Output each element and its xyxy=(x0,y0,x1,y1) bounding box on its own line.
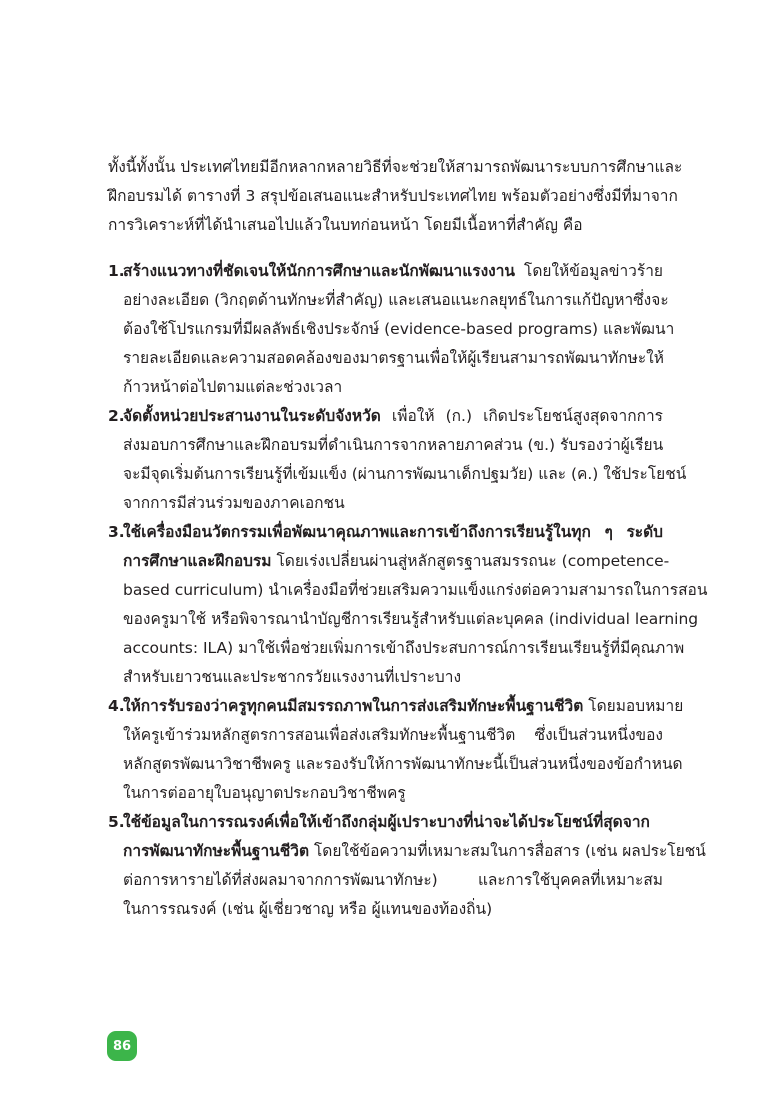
item-body-text: ในการรณรงค์ (เช่น ผู้เชี่ยวชาญ หรือ ผู้แทนของท้องถิ่น) xyxy=(123,900,493,918)
item-body-text: ก้าวหน้าต่อไปตามแต่ละช่วงเวลา xyxy=(123,378,343,396)
item-heading-text: ใช้ข้อมูลในการรณรงค์เพื่อให้เข้าถึงกลุ่มผู้เปราะบางที่น่าจะได้ประโยชน์ที่สุดจาก xyxy=(123,813,650,831)
item-line xyxy=(123,402,663,431)
item-line xyxy=(123,634,685,663)
item-line xyxy=(123,692,684,721)
list-item xyxy=(108,692,684,808)
item-body-text: จากการมีส่วนร่วมของภาคเอกชน xyxy=(123,494,345,512)
item-line xyxy=(123,721,663,750)
item-number: 3. xyxy=(108,523,125,541)
list-item xyxy=(108,808,706,924)
page-number-badge xyxy=(107,1031,137,1061)
page-number: 86 xyxy=(112,1038,132,1054)
item-line xyxy=(123,286,669,315)
item-number: 4. xyxy=(108,697,125,715)
item-body-text: อย่างละเอียด (วิกฤตด้านทักษะที่สำคัญ) และเสนอแนะกลยุทธ์ในการแก้ปัญหาซึ่งจะ xyxy=(123,291,669,309)
item-line xyxy=(123,315,675,344)
item-heading-text: ใช้เครื่องมือนวัตกรรมเพื่อพัฒนาคุณภาพและการเข้าถึงการเรียนรู้ในทุก ๆ ระดับ xyxy=(123,523,663,541)
item-body-text: โดยใช้ข้อความที่เหมาะสมในการสื่อสาร (เช่น ผลประโยชน์ xyxy=(309,842,706,860)
item-heading-text: การพัฒนาทักษะพื้นฐานชีวิต xyxy=(123,842,310,860)
item-line xyxy=(123,808,663,837)
item-body-text: ต้องใช้โปรแกรมที่มีผลลัพธ์เชิงประจักษ์ (evidence-based programs) และพัฒนา xyxy=(123,320,675,338)
item-line xyxy=(123,460,687,489)
item-body-text: ของครูมาใช้ หรือพิจารณานำบัญชีการเรียนรู้สำหรับแต่ละบุคคล (individual learning xyxy=(123,610,699,628)
item-body-text: โดยเร่งเปลี่ยนผ่านสู่หลักสูตรฐานสมรรถนะ (competence- xyxy=(271,552,670,570)
intro-line: ฝึกอบรมได้ ตารางที่ 3 สรุปข้อเสนอแนะสำหรับประเทศไทย พร้อมตัวอย่างซึ่งมีที่มาจาก xyxy=(108,187,678,205)
item-line xyxy=(123,518,663,547)
item-body-text: จะมีจุดเริ่มต้นการเรียนรู้ที่เข้มแข็ง (ผ่านการพัฒนาเด็กปฐมวัย) และ (ค.) ใช้ประโยชน์ xyxy=(123,465,687,483)
item-body-text: ในการต่ออายุใบอนุญาตประกอบวิชาชีพครู xyxy=(123,784,406,802)
intro-line: การวิเคราะห์ที่ได้นำเสนอไปแล้วในบทก่อนหน้า โดยมีเนื้อหาที่สำคัญ คือ xyxy=(108,216,583,234)
item-number: 5. xyxy=(108,813,125,831)
item-line xyxy=(123,576,708,605)
item-body-text: ต่อการหารายได้ที่ส่งผลมาจากการพัฒนาทักษะ) และการใช้บุคคลที่เหมาะสม xyxy=(123,871,663,889)
list-item xyxy=(108,402,687,518)
item-body-text: โดยให้ข้อมูลข่าวร้าย xyxy=(515,262,663,280)
item-body-text: based curriculum) นำเครื่องมือที่ช่วยเสริมความแข็งแกร่งต่อความสามารถในการสอน xyxy=(123,581,708,599)
page-content xyxy=(108,153,708,924)
recommendation-list xyxy=(108,257,708,924)
item-line xyxy=(123,344,663,373)
item-line xyxy=(123,257,663,286)
item-body-text: หลักสูตรพัฒนาวิชาชีพครู และรองรับให้การพัฒนาทักษะนี้เป็นส่วนหนึ่งของข้อกำหนด xyxy=(123,755,683,773)
list-item xyxy=(108,518,708,692)
item-heading-text: ให้การรับรองว่าครูทุกคนมีสมรรถภาพในการส่งเสริมทักษะพื้นฐานชีวิต xyxy=(123,697,584,715)
item-heading-text: จัดตั้งหน่วยประสานงานในระดับจังหวัด xyxy=(123,407,381,425)
item-line xyxy=(123,866,663,895)
item-line xyxy=(123,489,663,518)
item-body-text: ให้ครูเข้าร่วมหลักสูตรการสอนเพื่อส่งเสริมทักษะพื้นฐานชีวิต ซึ่งเป็นส่วนหนึ่งของ xyxy=(123,726,663,744)
item-body-text: สำหรับเยาวชนและประชากรวัยแรงงานที่เปราะบาง xyxy=(123,668,462,686)
item-line xyxy=(123,837,706,866)
intro-line: ทั้งนี้ทั้งนั้น ประเทศไทยมีอีกหลากหลายวิธีที่จะช่วยให้สามารถพัฒนาระบบการศึกษาและ xyxy=(108,158,683,176)
item-line xyxy=(123,373,663,402)
intro-paragraph xyxy=(108,153,683,240)
item-line xyxy=(123,750,683,779)
item-body-text: accounts: ILA) มาใช้เพื่อช่วยเพิ่มการเข้าถึงประสบการณ์การเรียนเรียนรู้ที่มีคุณภาพ xyxy=(123,639,685,657)
item-body-text: เพื่อให้ (ก.) เกิดประโยชน์สูงสุดจากการ xyxy=(380,407,663,425)
list-item xyxy=(108,257,675,402)
item-line xyxy=(123,663,663,692)
item-body-text: โดยมอบหมาย xyxy=(583,697,684,715)
item-line xyxy=(123,547,670,576)
item-number: 1. xyxy=(108,262,125,280)
item-body-text: ส่งมอบการศึกษาและฝึกอบรมที่ดำเนินการจากหลายภาคส่วน (ข.) รับรองว่าผู้เรียน xyxy=(123,436,664,454)
item-line xyxy=(123,431,663,460)
item-line xyxy=(123,779,663,808)
item-heading-text: การศึกษาและฝึกอบรม xyxy=(123,552,272,570)
item-line xyxy=(123,895,663,924)
item-heading-text: สร้างแนวทางที่ชัดเจนให้นักการศึกษาและนักพัฒนาแรงงาน xyxy=(123,262,516,280)
item-body-text: รายละเอียดและความสอดคล้องของมาตรฐานเพื่อให้ผู้เรียนสามารถพัฒนาทักษะให้ xyxy=(123,349,664,367)
item-number: 2. xyxy=(108,407,125,425)
item-line xyxy=(123,605,699,634)
